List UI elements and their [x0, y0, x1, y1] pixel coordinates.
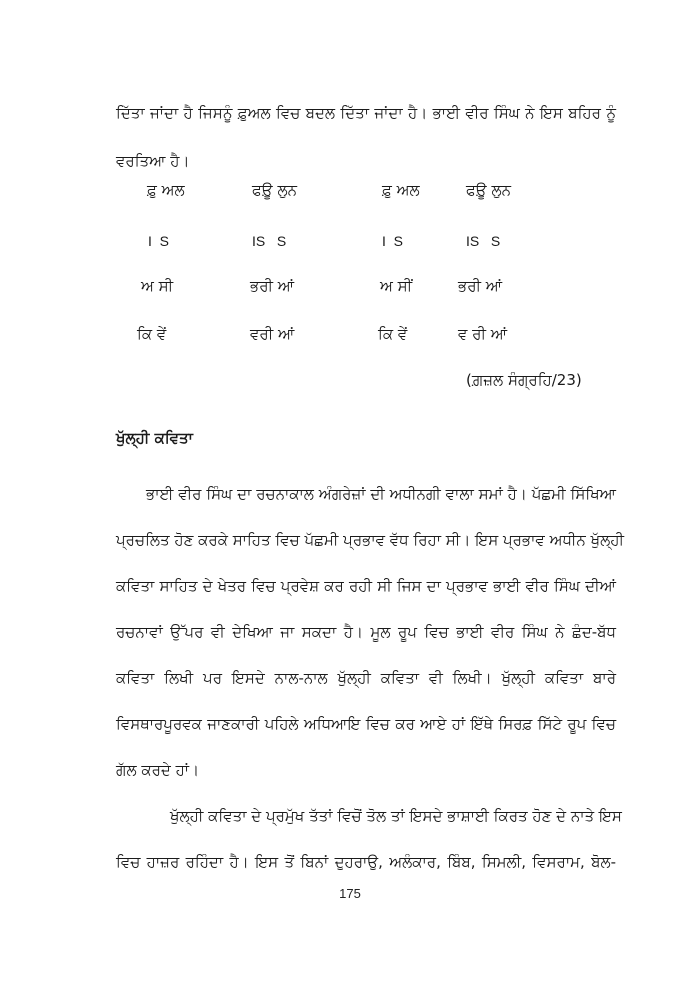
meter-cell: IS S [466, 233, 501, 249]
paragraph-line: ਖੁੱਲ੍ਹੀ ਕਵਿਤਾ ਦੇ ਪ੍ਰਮੁੱਖ ਤੱਤਾਂ ਵਿਚੋਂ ਤੋਲ ਤਾਂ ਇਸਦੇ ਭਾਸ਼ਾਈ ਕਿਰਤ ਹੋਣ ਦੇ ਨਾਤੇ ਇਸ [170, 807, 622, 825]
page-number: 175 [339, 886, 361, 901]
meter-cell: IS S [252, 233, 287, 249]
paragraph-line: ਪ੍ਰਚਲਿਤ ਹੋਣ ਕਰਕੇ ਸਾਹਿਤ ਵਿਚ ਪੱਛਮੀ ਪ੍ਰਭਾਵ ਵੱਧ ਰਿਹਾ ਸੀ। ਇਸ ਪ੍ਰਭਾਵ ਅਧੀਨ ਖੁੱਲ੍ਹੀ [116, 531, 624, 549]
meter-cell: I S [148, 233, 170, 249]
paragraph-line: ਕਵਿਤਾ ਲਿਖੀ ਪਰ ਇਸਦੇ ਨਾਲ-ਨਾਲ ਖੁੱਲ੍ਹੀ ਕਵਿਤਾ ਵੀ ਲਿਖੀ। ਖੁੱਲ੍ਹੀ ਕਵਿਤਾ ਬਾਰੇ [116, 669, 616, 687]
paragraph-line: ਰਚਨਾਵਾਂ ਉੱਪਰ ਵੀ ਦੇਖਿਆ ਜਾ ਸਕਦਾ ਹੈ। ਮੂਲ ਰੂਪ ਵਿਚ ਭਾਈ ਵੀਰ ਸਿੰਘ ਨੇ ਛੰਦ-ਬੱਧ [116, 623, 616, 641]
meter-cell: ਫਊ਼ ਲੁਨ [466, 181, 511, 199]
intro-line-2: ਵਰਤਿਆ ਹੈ। [116, 152, 190, 170]
meter-cell: ਭਰੀ ਆਂ [458, 277, 503, 295]
meter-cell: I S [382, 233, 404, 249]
meter-cell: ਭਰੀ ਆਂ [250, 277, 295, 295]
meter-cell: ਕਿ ਵੇਂ [137, 325, 167, 343]
paragraph-line: ਵਿਚ ਹਾਜ਼ਰ ਰਹਿੰਦਾ ਹੈ। ਇਸ ਤੋਂ ਬਿਨਾਂ ਦੁਹਰਾਉ, ਅਲੰਕਾਰ, ਬਿੰਬ, ਸਿਮਲੀ, ਵਿਸਰਾਮ, ਬੋਲ- [116, 853, 616, 871]
meter-cell: ਫ਼ੁ ਅਲ [147, 181, 185, 199]
meter-cell: ਵ ਰੀ ਆਂ [458, 325, 508, 343]
meter-cell: ਵਰੀ ਆਂ [250, 325, 295, 343]
paragraph-line: ਕਵਿਤਾ ਸਾਹਿਤ ਦੇ ਖੇਤਰ ਵਿਚ ਪ੍ਰਵੇਸ਼ ਕਰ ਰਹੀ ਸੀ ਜਿਸ ਦਾ ਪ੍ਰਭਾਵ ਭਾਈ ਵੀਰ ਸਿੰਘ ਦੀਆਂ [116, 577, 616, 595]
section-heading: ਖੁੱਲ੍ਹੀ ਕਵਿਤਾ [116, 429, 193, 447]
paragraph-line: ਗੱਲ ਕਰਦੇ ਹਾਂ। [116, 761, 200, 779]
meter-cell: ਅ ਸੀ [141, 277, 174, 295]
meter-cell: ਅ ਸੀਂ [380, 277, 413, 295]
meter-cell: ਫਊ਼ ਲੁਨ [252, 181, 297, 199]
citation: (ਗ਼ਜ਼ਲ ਸੰਗ੍ਰਹਿ/23) [466, 371, 582, 389]
meter-cell: ਕਿ ਵੇਂ [378, 325, 408, 343]
meter-cell: ਫ਼ੁ ਅਲ [382, 181, 420, 199]
paragraph-line: ਭਾਈ ਵੀਰ ਸਿੰਘ ਦਾ ਰਚਨਾਕਾਲ ਅੰਗਰੇਜ਼ਾਂ ਦੀ ਅਧੀਨਗੀ ਵਾਲਾ ਸਮਾਂ ਹੈ। ਪੱਛਮੀ ਸਿੱਖਿਆ [146, 485, 616, 503]
paragraph-line: ਵਿਸਥਾਰਪੂਰਵਕ ਜਾਣਕਾਰੀ ਪਹਿਲੇ ਅਧਿਆਇ ਵਿਚ ਕਰ ਆਏ ਹਾਂ ਇੱਥੇ ਸਿਰਫ਼ ਸਿੱਟੇ ਰੂਪ ਵਿਚ [116, 715, 616, 733]
intro-line-1: ਦਿੱਤਾ ਜਾਂਦਾ ਹੈ ਜਿਸਨੂੰ ਫ਼ੁਅਲ ਵਿਚ ਬਦਲ ਦਿੱਤਾ ਜਾਂਦਾ ਹੈ। ਭਾਈ ਵੀਰ ਸਿੰਘ ਨੇ ਇਸ ਬਹਿਰ ਨੂੰ [116, 104, 616, 122]
